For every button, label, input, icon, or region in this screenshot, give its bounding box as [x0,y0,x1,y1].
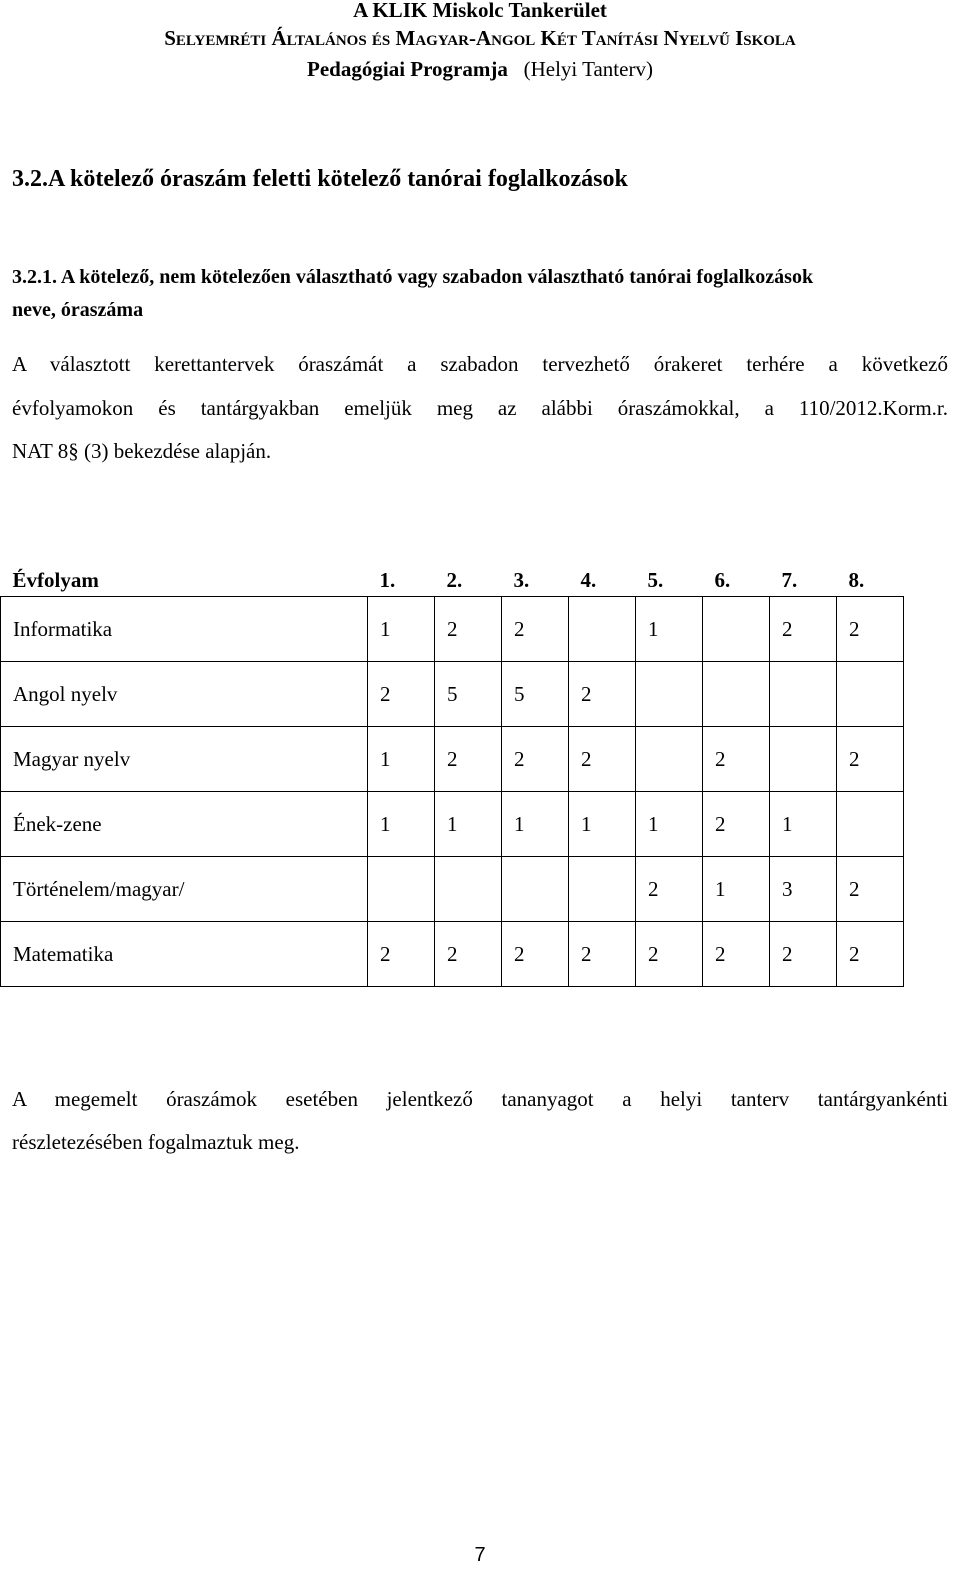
hours-cell [435,857,502,922]
subject-cell: Magyar nyelv [1,727,368,792]
subject-cell: Matematika [1,922,368,987]
hours-cell: 2 [703,727,770,792]
subsection-title-line-2: neve, óraszáma [12,299,144,321]
subject-cell: Történelem/magyar/ [1,857,368,922]
hours-cell: 2 [569,922,636,987]
hours-cell: 2 [502,597,569,662]
subject-cell: Angol nyelv [1,662,368,727]
hours-cell: 1 [368,597,435,662]
hours-cell [770,662,837,727]
hours-cell: 2 [569,662,636,727]
hours-cell: 1 [636,597,703,662]
hours-cell: 3 [770,857,837,922]
table-row [1,792,904,857]
hours-cell [703,597,770,662]
hours-cell: 2 [837,597,904,662]
header-cell: 2. [446,567,463,592]
hours-cell: 1 [770,792,837,857]
hours-cell [502,857,569,922]
hours-cell: 2 [569,727,636,792]
hours-cell: 2 [770,597,837,662]
hours-cell: 2 [435,922,502,987]
header-cell: 5. [647,567,664,592]
closing-line-2: részletezésében fogalmaztuk meg. [12,1130,300,1154]
hours-cell [636,727,703,792]
section-title: 3.2.A kötelező óraszám feletti kötelező tanórai foglalkozások [12,166,628,192]
hours-cell [837,792,904,857]
hours-cell: 5 [502,662,569,727]
header-cell: 1. [379,567,396,592]
hours-cell [703,662,770,727]
hours-cell: 2 [837,857,904,922]
intro-line-1: A választott kerettantervek óraszámát a szabadon tervezhető órakeret terhére a következő [12,352,948,376]
header-school-name [0,26,960,51]
header-line-1: A KLIK Miskolc Tankerület [353,0,607,22]
hours-cell [368,857,435,922]
hours-cell: 2 [703,922,770,987]
header-program-subtitle: (Helyi Tanterv) [523,57,653,81]
subsection-title-line-1: 3.2.1. A kötelező, nem kötelezően választható vagy szabadon választható tanórai foglalkozások [12,266,814,288]
hours-cell: 1 [703,857,770,922]
table-header-row [1,564,904,597]
hours-cell [770,727,837,792]
hours-cell: 1 [368,727,435,792]
header-cell: 4. [580,567,597,592]
hours-table [0,564,904,987]
table-row [1,922,904,987]
hours-cell: 2 [636,857,703,922]
hours-cell: 2 [368,662,435,727]
hours-cell: 1 [502,792,569,857]
subject-cell: Informatika [1,597,368,662]
hours-cell [569,597,636,662]
hours-cell: 2 [502,922,569,987]
hours-cell: 2 [502,727,569,792]
table-row [1,857,904,922]
header-line-3 [0,57,960,82]
hours-cell: 2 [703,792,770,857]
table-row [1,662,904,727]
hours-cell: 1 [636,792,703,857]
hours-cell: 2 [435,597,502,662]
hours-cell [636,662,703,727]
intro-line-2: évfolyamokon és tantárgyakban emeljük meg az alábbi óraszámokkal, a 110/2012.Korm.r. [12,396,948,420]
page-number: 7 [474,1544,486,1566]
header-cell: 6. [714,567,731,592]
hours-cell: 2 [435,727,502,792]
header-cell: Évfolyam [12,567,99,592]
hours-cell: 1 [435,792,502,857]
hours-cell: 2 [636,922,703,987]
subject-cell: Ének-zene [1,792,368,857]
hours-cell: 2 [837,922,904,987]
hours-cell: 2 [837,727,904,792]
table-row [1,597,904,662]
header-program-title: Pedagógiai Programja [307,57,508,81]
header-cell: 8. [848,567,865,592]
header-cell: 7. [781,567,798,592]
hours-cell: 1 [368,792,435,857]
intro-line-3: NAT 8§ (3) bekezdése alapján. [12,439,272,463]
hours-cell [837,662,904,727]
hours-cell: 2 [368,922,435,987]
school-name: Selyemréti Általános és Magyar-Angol Két Tanítási Nyelvű Iskola [164,26,796,50]
header-cell: 3. [513,567,530,592]
hours-cell [569,857,636,922]
table-body [1,597,904,987]
table-row [1,727,904,792]
closing-line-1: A megemelt óraszámok esetében jelentkező tananyagot a helyi tanterv tantárgyankénti [12,1087,948,1111]
hours-cell: 5 [435,662,502,727]
hours-cell: 1 [569,792,636,857]
hours-cell: 2 [770,922,837,987]
